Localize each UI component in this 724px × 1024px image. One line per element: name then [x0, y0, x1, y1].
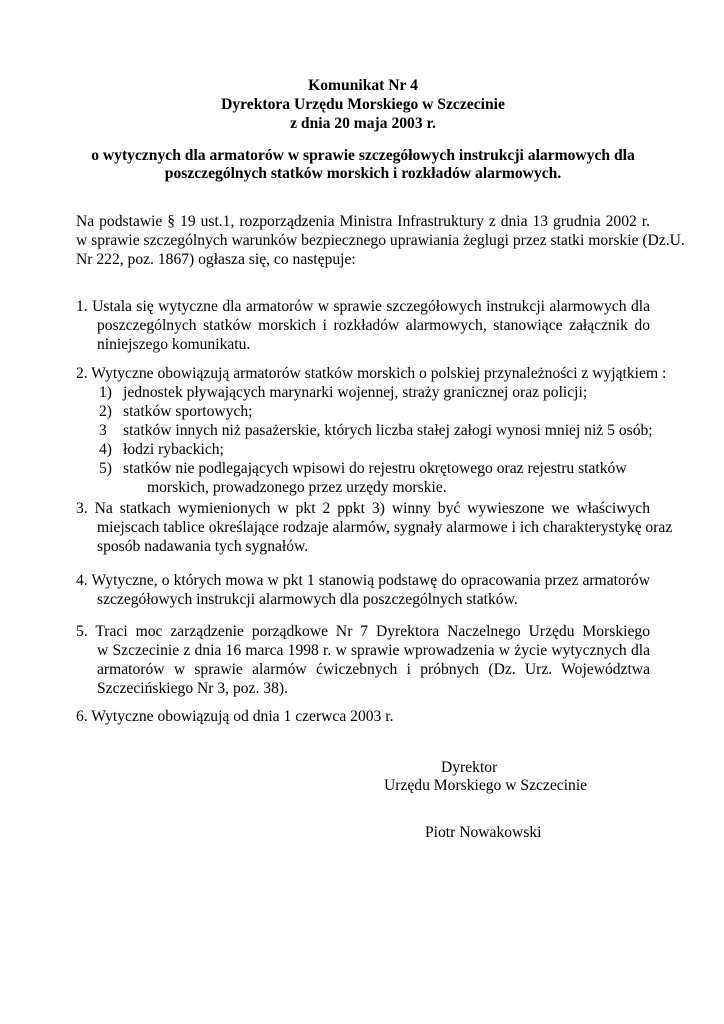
sublist-item-number: 3	[99, 422, 107, 439]
item-5-line-3: armatorów w sprawie alarmów ćwiczebnych i próbnych (Dz. Urz. Województwa	[97, 661, 650, 678]
item-1-line-2: poszczególnych statków morskich i rozkładów alarmowych, stanowiące załącznik do	[97, 317, 650, 334]
item-4-line-2: szczegółowych instrukcji alarmowych dla poszczególnych statków.	[97, 591, 518, 608]
sublist-item-5-continuation: morskich, prowadzonego przez urzędy morskie.	[147, 479, 447, 496]
intro-line-3: Nr 222, poz. 1867) ogłasza się, co następuje:	[76, 251, 356, 268]
sublist-item-text: jednostek pływających marynarki wojennej, straży granicznej oraz policji;	[123, 384, 588, 401]
item-3-line-3: sposób nadawania tych sygnałów.	[97, 538, 309, 555]
item-2-line-1: 2. Wytyczne obowiązują armatorów statków morskich o polskiej przynależności z wyjątkiem :	[76, 365, 667, 382]
subject-line-2: poszczególnych statków morskich i rozkładów alarmowych.	[164, 165, 562, 182]
list-item-2	[76, 364, 667, 497]
item-4-line-1: 4. Wytyczne, o których mowa w pkt 1 stanowią podstawę do opracowania przez armatorów	[76, 572, 650, 589]
header-issuer: Dyrektora Urzędu Morskiego w Szczecinie	[221, 96, 505, 113]
sublist-item-number: 2)	[99, 403, 112, 420]
item-1-line-1: 1. Ustala się wytyczne dla armatorów w sprawie szczegółowych instrukcji alarmowych dla	[76, 298, 650, 315]
sublist-item	[99, 440, 650, 459]
item-5-line-1: 5. Traci moc zarządzenie porządkowe Nr 7 Dyrektora Naczelnego Urzędu Morskiego	[76, 623, 650, 640]
document-subject	[76, 146, 650, 182]
intro-line-2: w sprawie szczególnych warunków bezpiecznego uprawiania żeglugi przez statki morskie (Dz.U.	[76, 232, 685, 249]
signature-name: Piotr Nowakowski	[425, 824, 542, 841]
sublist-item-text: statków sportowych;	[123, 403, 253, 420]
signature-office: Urzędu Morskiego w Szczecinie	[384, 777, 588, 794]
sublist-item	[99, 421, 653, 440]
item-1-line-3: niniejszego komunikatu.	[97, 336, 251, 353]
sublist-item-text: statków nie podlegających wpisowi do rejestru okrętowego oraz rejestru statków	[123, 460, 627, 477]
sublist-item	[99, 383, 650, 402]
item-6-line-1: 6. Wytyczne obowiązują od dnia 1 czerwca 2003 r.	[76, 708, 394, 725]
signature-title: Dyrektor	[441, 759, 498, 776]
sublist-item	[99, 459, 650, 478]
item-5-line-2: w Szczecinie z dnia 16 marca 1998 r. w sprawie wprowadzenia w życie wytycznych dla	[97, 642, 650, 659]
item-3-line-2: miejscach tablice określające rodzaje alarmów, sygnały alarmowe i ich charakterystykę oraz	[97, 519, 673, 536]
subject-line-1: o wytycznych dla armatorów w sprawie szczegółowych instrukcji alarmowych dla	[91, 147, 635, 164]
list-item-1	[76, 297, 650, 354]
item-2-sublist	[76, 383, 653, 497]
item-5-line-4: Szczecińskiego Nr 3, poz. 38).	[97, 680, 288, 697]
intro-line-1: Na podstawie § 19 ust.1, rozporządzenia Ministra Infrastruktury z dnia 13 grudnia 2002 r.	[76, 213, 650, 230]
sublist-item	[99, 402, 650, 421]
intro-paragraph	[76, 212, 685, 269]
sublist-item-number: 1)	[99, 384, 112, 401]
sublist-item-text: statków innych niż pasażerskie, których liczba stałej załogi wynosi mniej niż 5 osób;	[123, 422, 653, 439]
list-item-3	[76, 499, 673, 556]
header-date: z dnia 20 maja 2003 r.	[290, 115, 436, 132]
list-item-6	[76, 707, 650, 726]
list-item-5	[76, 622, 650, 698]
sublist-item-number: 4)	[99, 441, 112, 458]
list-item-4	[76, 571, 650, 609]
item-3-line-1: 3. Na statkach wymienionych w pkt 2 ppkt 3) winny być wywieszone we właściwych	[76, 500, 650, 517]
sublist-item-text: łodzi rybackich;	[123, 441, 224, 458]
sublist-item-number: 5)	[99, 460, 112, 477]
header-title: Komunikat Nr 4	[308, 77, 418, 94]
document-header	[76, 76, 650, 133]
